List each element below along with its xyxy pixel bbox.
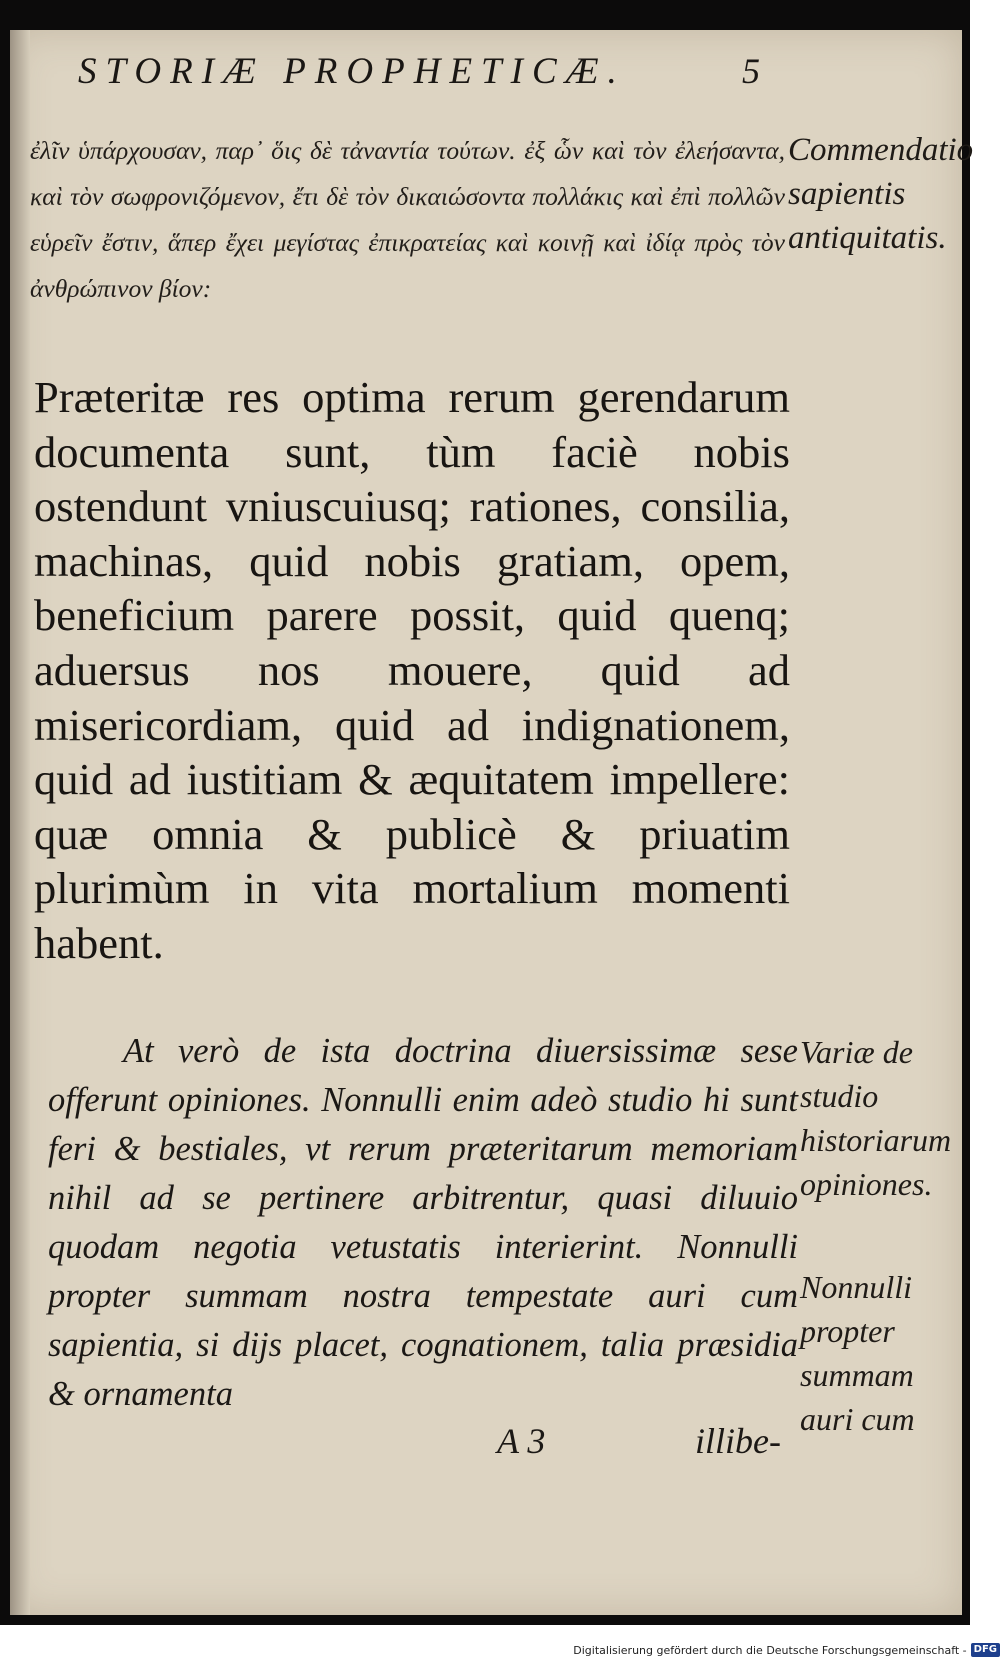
running-head: STORIÆ PROPHETICÆ. [78,51,626,92]
margin-note-commendatio: Commendatio sapientis antiquitatis. [788,132,974,256]
roman-paragraph: Præteritæ res optima rerum gerendarum documenta sunt, tùm faciè nobis ostendunt vniuscuiusq; rationes, consilia, machinas, quid nobis gratiam, opem, beneficium parere possit, quid quenq; aduersus nos mouere, quid ad misericordiam, quid ad indignationem, quid ad iustitiam & æquitatem impellere: quæ omnia & publicè & priuatim plurimùm in vita mortalium momenti habent. [34,372,790,968]
dfg-logo-icon: DFG [971,1643,1000,1657]
italic-paragraph: At verò de ista doctrina diuersissimæ sese offerunt opiniones. Nonnulli enim adeò studio hi sunt feri & bestiales, vt rerum præteritarum memoriam nihil ad se pertinere arbitrentur, quasi diluuio quodam negotia vetustatis interierint. Nonnulli propter summam nostra tempestate auri cum sapientia, si dijs placet, cognationem, talia præsidia & ornamenta [48,1032,798,1413]
page-number: 5 [742,51,760,91]
signature-mark: A 3 [497,1421,546,1461]
catchword: illibe- [695,1421,781,1461]
margin-note-nonnulli: Nonnulli propter summam auri cum [800,1269,915,1437]
page-gutter [10,30,30,1615]
footer-text: Digitalisierung gefördert durch die Deutsche Forschungsgemeinschaft - [573,1643,967,1657]
margin-note-variae: Variæ de studio historiarum opiniones. [800,1034,952,1202]
digitization-footer [560,1640,1000,1660]
greek-passage: ἐλῖν ὑπάρχουσαν, παρ᾽ ὅις δὲ τἀναντία τούτων. ἐξ ὧν καὶ τὸν ἐλεήσαντα, καὶ τὸν σωφρονιζόμενον, ἔτι δὲ τὸν δικαιώσοντα πολλάκις καὶ ἐπὶ πολλῶν εὑρεῖν ἔστιν, ἅπερ ἔχει μεγίστας ἐπικρατείας καὶ κοινῇ καὶ ἰδίᾳ πρὸς τὸν ἀνθρώπινον βίον: [30,136,785,303]
